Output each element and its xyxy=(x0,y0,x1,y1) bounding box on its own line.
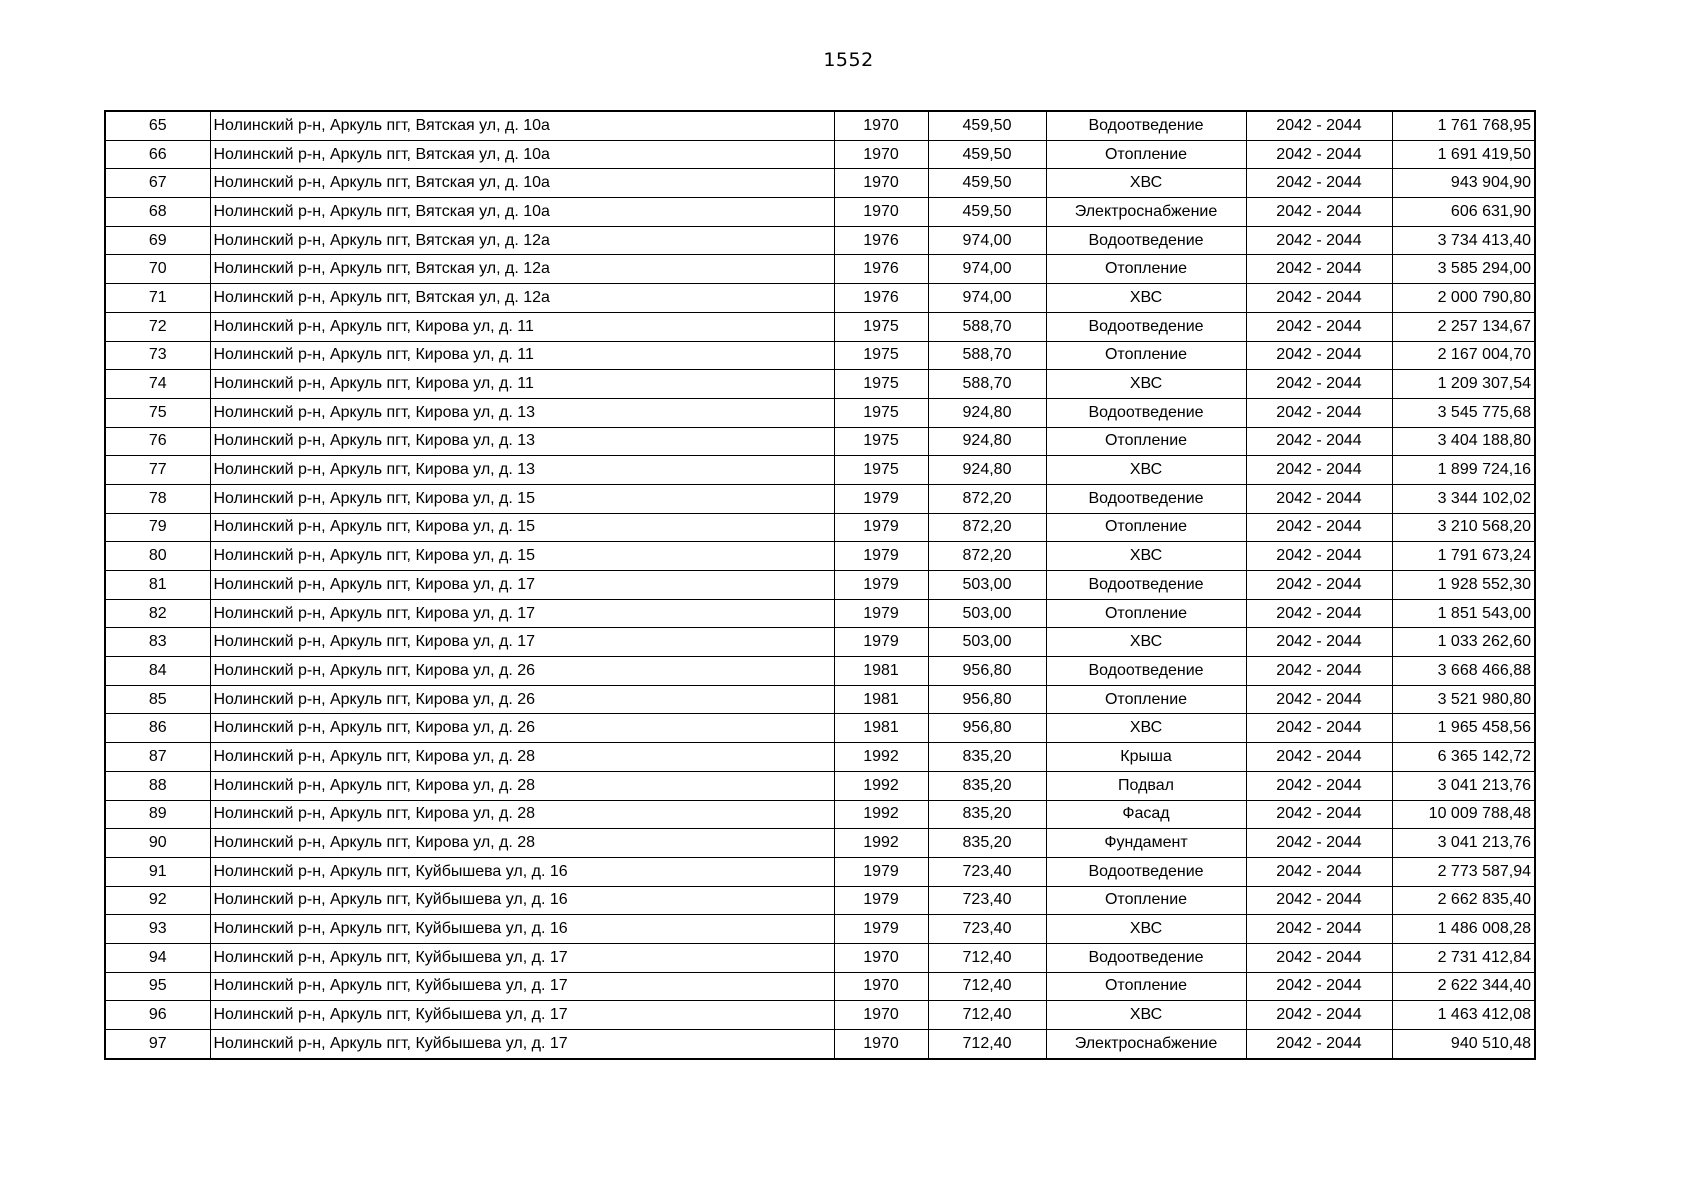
table-row xyxy=(105,657,1535,686)
table-row xyxy=(105,886,1535,915)
build-year-cell: 1992 xyxy=(834,743,928,772)
cost-cell: 2 000 790,80 xyxy=(1392,284,1535,313)
address-cell: Нолинский р-н, Аркуль пгт, Кирова ул, д. 13 xyxy=(210,456,834,485)
address-cell: Нолинский р-н, Аркуль пгт, Кирова ул, д. 17 xyxy=(210,599,834,628)
row-number: 67 xyxy=(105,169,210,198)
build-year-cell: 1975 xyxy=(834,312,928,341)
work-type-cell: ХВС xyxy=(1046,542,1246,571)
address-cell: Нолинский р-н, Аркуль пгт, Куйбышева ул, д. 17 xyxy=(210,1030,834,1059)
address-cell: Нолинский р-н, Аркуль пгт, Кирова ул, д. 13 xyxy=(210,427,834,456)
area-cell: 872,20 xyxy=(928,484,1046,513)
cost-cell: 1 791 673,24 xyxy=(1392,542,1535,571)
area-cell: 956,80 xyxy=(928,714,1046,743)
period-cell: 2042 - 2044 xyxy=(1246,1001,1392,1030)
period-cell: 2042 - 2044 xyxy=(1246,341,1392,370)
area-cell: 924,80 xyxy=(928,456,1046,485)
row-number: 85 xyxy=(105,685,210,714)
row-number: 80 xyxy=(105,542,210,571)
table-row xyxy=(105,599,1535,628)
address-cell: Нолинский р-н, Аркуль пгт, Вятская ул, д. 12а xyxy=(210,255,834,284)
build-year-cell: 1979 xyxy=(834,915,928,944)
table-row xyxy=(105,1030,1535,1059)
row-number: 76 xyxy=(105,427,210,456)
table-row xyxy=(105,513,1535,542)
area-cell: 872,20 xyxy=(928,542,1046,571)
row-number: 94 xyxy=(105,943,210,972)
cost-cell: 1 463 412,08 xyxy=(1392,1001,1535,1030)
work-type-cell: Электроснабжение xyxy=(1046,198,1246,227)
table-row xyxy=(105,857,1535,886)
row-number: 82 xyxy=(105,599,210,628)
work-type-cell: ХВС xyxy=(1046,456,1246,485)
period-cell: 2042 - 2044 xyxy=(1246,800,1392,829)
area-cell: 835,20 xyxy=(928,743,1046,772)
build-year-cell: 1981 xyxy=(834,685,928,714)
period-cell: 2042 - 2044 xyxy=(1246,370,1392,399)
work-type-cell: Подвал xyxy=(1046,771,1246,800)
table-body xyxy=(105,111,1535,1059)
period-cell: 2042 - 2044 xyxy=(1246,714,1392,743)
address-cell: Нолинский р-н, Аркуль пгт, Кирова ул, д. 28 xyxy=(210,829,834,858)
build-year-cell: 1970 xyxy=(834,943,928,972)
area-cell: 872,20 xyxy=(928,513,1046,542)
work-type-cell: Фасад xyxy=(1046,800,1246,829)
table-row xyxy=(105,743,1535,772)
row-number: 89 xyxy=(105,800,210,829)
period-cell: 2042 - 2044 xyxy=(1246,169,1392,198)
build-year-cell: 1981 xyxy=(834,657,928,686)
cost-cell: 3 041 213,76 xyxy=(1392,829,1535,858)
build-year-cell: 1970 xyxy=(834,140,928,169)
area-cell: 588,70 xyxy=(928,312,1046,341)
build-year-cell: 1970 xyxy=(834,169,928,198)
period-cell: 2042 - 2044 xyxy=(1246,140,1392,169)
work-type-cell: Отопление xyxy=(1046,341,1246,370)
period-cell: 2042 - 2044 xyxy=(1246,398,1392,427)
row-number: 81 xyxy=(105,571,210,600)
build-year-cell: 1970 xyxy=(834,198,928,227)
area-cell: 503,00 xyxy=(928,571,1046,600)
cost-cell: 1 928 552,30 xyxy=(1392,571,1535,600)
build-year-cell: 1975 xyxy=(834,370,928,399)
work-type-cell: ХВС xyxy=(1046,169,1246,198)
area-cell: 459,50 xyxy=(928,169,1046,198)
cost-cell: 2 257 134,67 xyxy=(1392,312,1535,341)
address-cell: Нолинский р-н, Аркуль пгт, Кирова ул, д. 28 xyxy=(210,800,834,829)
build-year-cell: 1992 xyxy=(834,800,928,829)
build-year-cell: 1979 xyxy=(834,571,928,600)
work-type-cell: Водоотведение xyxy=(1046,571,1246,600)
address-cell: Нолинский р-н, Аркуль пгт, Куйбышева ул, д. 16 xyxy=(210,915,834,944)
address-cell: Нолинский р-н, Аркуль пгт, Кирова ул, д. 13 xyxy=(210,398,834,427)
work-type-cell: Водоотведение xyxy=(1046,312,1246,341)
work-type-cell: Отопление xyxy=(1046,886,1246,915)
row-number: 71 xyxy=(105,284,210,313)
address-cell: Нолинский р-н, Аркуль пгт, Кирова ул, д. 15 xyxy=(210,484,834,513)
cost-cell: 3 545 775,68 xyxy=(1392,398,1535,427)
table-row xyxy=(105,226,1535,255)
period-cell: 2042 - 2044 xyxy=(1246,628,1392,657)
row-number: 66 xyxy=(105,140,210,169)
work-type-cell: Отопление xyxy=(1046,255,1246,284)
build-year-cell: 1979 xyxy=(834,513,928,542)
cost-cell: 3 668 466,88 xyxy=(1392,657,1535,686)
work-type-cell: ХВС xyxy=(1046,714,1246,743)
row-number: 91 xyxy=(105,857,210,886)
row-number: 88 xyxy=(105,771,210,800)
period-cell: 2042 - 2044 xyxy=(1246,1030,1392,1059)
period-cell: 2042 - 2044 xyxy=(1246,972,1392,1001)
work-type-cell: Водоотведение xyxy=(1046,857,1246,886)
address-cell: Нолинский р-н, Аркуль пгт, Куйбышева ул, д. 16 xyxy=(210,857,834,886)
area-cell: 723,40 xyxy=(928,886,1046,915)
table-row xyxy=(105,427,1535,456)
cost-cell: 6 365 142,72 xyxy=(1392,743,1535,772)
work-type-cell: Водоотведение xyxy=(1046,111,1246,140)
address-cell: Нолинский р-н, Аркуль пгт, Кирова ул, д. 11 xyxy=(210,341,834,370)
work-type-cell: Отопление xyxy=(1046,685,1246,714)
cost-cell: 1 033 262,60 xyxy=(1392,628,1535,657)
address-cell: Нолинский р-н, Аркуль пгт, Вятская ул, д. 10а xyxy=(210,198,834,227)
table-row xyxy=(105,456,1535,485)
build-year-cell: 1975 xyxy=(834,341,928,370)
address-cell: Нолинский р-н, Аркуль пгт, Куйбышева ул, д. 17 xyxy=(210,943,834,972)
address-cell: Нолинский р-н, Аркуль пгт, Кирова ул, д. 11 xyxy=(210,370,834,399)
table-row xyxy=(105,370,1535,399)
area-cell: 723,40 xyxy=(928,915,1046,944)
period-cell: 2042 - 2044 xyxy=(1246,198,1392,227)
period-cell: 2042 - 2044 xyxy=(1246,657,1392,686)
area-cell: 835,20 xyxy=(928,829,1046,858)
cost-cell: 1 691 419,50 xyxy=(1392,140,1535,169)
cost-cell: 2 167 004,70 xyxy=(1392,341,1535,370)
work-type-cell: Водоотведение xyxy=(1046,943,1246,972)
work-type-cell: Фундамент xyxy=(1046,829,1246,858)
cost-cell: 1 965 458,56 xyxy=(1392,714,1535,743)
area-cell: 712,40 xyxy=(928,1001,1046,1030)
period-cell: 2042 - 2044 xyxy=(1246,599,1392,628)
work-type-cell: Электроснабжение xyxy=(1046,1030,1246,1059)
area-cell: 459,50 xyxy=(928,198,1046,227)
table-row xyxy=(105,542,1535,571)
cost-cell: 606 631,90 xyxy=(1392,198,1535,227)
build-year-cell: 1979 xyxy=(834,886,928,915)
period-cell: 2042 - 2044 xyxy=(1246,312,1392,341)
work-type-cell: Отопление xyxy=(1046,427,1246,456)
table-row xyxy=(105,915,1535,944)
address-cell: Нолинский р-н, Аркуль пгт, Кирова ул, д. 15 xyxy=(210,513,834,542)
build-year-cell: 1979 xyxy=(834,542,928,571)
area-cell: 712,40 xyxy=(928,1030,1046,1059)
cost-cell: 3 521 980,80 xyxy=(1392,685,1535,714)
table-row xyxy=(105,255,1535,284)
address-cell: Нолинский р-н, Аркуль пгт, Вятская ул, д. 10а xyxy=(210,111,834,140)
cost-cell: 2 622 344,40 xyxy=(1392,972,1535,1001)
cost-cell: 3 585 294,00 xyxy=(1392,255,1535,284)
period-cell: 2042 - 2044 xyxy=(1246,255,1392,284)
area-cell: 503,00 xyxy=(928,628,1046,657)
table-row xyxy=(105,111,1535,140)
address-cell: Нолинский р-н, Аркуль пгт, Кирова ул, д. 26 xyxy=(210,685,834,714)
row-number: 97 xyxy=(105,1030,210,1059)
row-number: 78 xyxy=(105,484,210,513)
cost-cell: 3 404 188,80 xyxy=(1392,427,1535,456)
area-cell: 503,00 xyxy=(928,599,1046,628)
table-row xyxy=(105,628,1535,657)
cost-cell: 3 344 102,02 xyxy=(1392,484,1535,513)
address-cell: Нолинский р-н, Аркуль пгт, Кирова ул, д. 26 xyxy=(210,714,834,743)
work-type-cell: Отопление xyxy=(1046,513,1246,542)
address-cell: Нолинский р-н, Аркуль пгт, Кирова ул, д. 11 xyxy=(210,312,834,341)
table-row xyxy=(105,714,1535,743)
table-row xyxy=(105,1001,1535,1030)
period-cell: 2042 - 2044 xyxy=(1246,484,1392,513)
cost-cell: 1 209 307,54 xyxy=(1392,370,1535,399)
work-type-cell: Отопление xyxy=(1046,599,1246,628)
repair-schedule-table xyxy=(104,110,1536,1060)
cost-cell: 1 899 724,16 xyxy=(1392,456,1535,485)
period-cell: 2042 - 2044 xyxy=(1246,743,1392,772)
period-cell: 2042 - 2044 xyxy=(1246,771,1392,800)
area-cell: 924,80 xyxy=(928,427,1046,456)
row-number: 65 xyxy=(105,111,210,140)
address-cell: Нолинский р-н, Аркуль пгт, Куйбышева ул, д. 16 xyxy=(210,886,834,915)
address-cell: Нолинский р-н, Аркуль пгт, Кирова ул, д. 26 xyxy=(210,657,834,686)
address-cell: Нолинский р-н, Аркуль пгт, Кирова ул, д. 28 xyxy=(210,743,834,772)
period-cell: 2042 - 2044 xyxy=(1246,915,1392,944)
build-year-cell: 1975 xyxy=(834,456,928,485)
address-cell: Нолинский р-н, Аркуль пгт, Куйбышева ул, д. 17 xyxy=(210,972,834,1001)
period-cell: 2042 - 2044 xyxy=(1246,886,1392,915)
work-type-cell: ХВС xyxy=(1046,1001,1246,1030)
table-row xyxy=(105,771,1535,800)
table-row xyxy=(105,284,1535,313)
table-row xyxy=(105,829,1535,858)
work-type-cell: Крыша xyxy=(1046,743,1246,772)
row-number: 69 xyxy=(105,226,210,255)
table-row xyxy=(105,484,1535,513)
row-number: 93 xyxy=(105,915,210,944)
table-row xyxy=(105,800,1535,829)
build-year-cell: 1992 xyxy=(834,771,928,800)
build-year-cell: 1970 xyxy=(834,1001,928,1030)
build-year-cell: 1981 xyxy=(834,714,928,743)
cost-cell: 10 009 788,48 xyxy=(1392,800,1535,829)
table-row xyxy=(105,943,1535,972)
row-number: 77 xyxy=(105,456,210,485)
cost-cell: 2 662 835,40 xyxy=(1392,886,1535,915)
address-cell: Нолинский р-н, Аркуль пгт, Вятская ул, д. 12а xyxy=(210,226,834,255)
period-cell: 2042 - 2044 xyxy=(1246,427,1392,456)
area-cell: 835,20 xyxy=(928,800,1046,829)
row-number: 86 xyxy=(105,714,210,743)
row-number: 75 xyxy=(105,398,210,427)
row-number: 73 xyxy=(105,341,210,370)
area-cell: 924,80 xyxy=(928,398,1046,427)
row-number: 68 xyxy=(105,198,210,227)
cost-cell: 2 731 412,84 xyxy=(1392,943,1535,972)
work-type-cell: Водоотведение xyxy=(1046,484,1246,513)
period-cell: 2042 - 2044 xyxy=(1246,542,1392,571)
address-cell: Нолинский р-н, Аркуль пгт, Кирова ул, д. 15 xyxy=(210,542,834,571)
work-type-cell: Водоотведение xyxy=(1046,657,1246,686)
table-row xyxy=(105,972,1535,1001)
area-cell: 974,00 xyxy=(928,284,1046,313)
table-row xyxy=(105,341,1535,370)
build-year-cell: 1970 xyxy=(834,1030,928,1059)
build-year-cell: 1979 xyxy=(834,857,928,886)
area-cell: 588,70 xyxy=(928,370,1046,399)
period-cell: 2042 - 2044 xyxy=(1246,456,1392,485)
row-number: 83 xyxy=(105,628,210,657)
address-cell: Нолинский р-н, Аркуль пгт, Вятская ул, д. 10а xyxy=(210,169,834,198)
work-type-cell: Водоотведение xyxy=(1046,398,1246,427)
address-cell: Нолинский р-н, Аркуль пгт, Кирова ул, д. 28 xyxy=(210,771,834,800)
work-type-cell: Отопление xyxy=(1046,972,1246,1001)
table-row xyxy=(105,571,1535,600)
table-row xyxy=(105,198,1535,227)
build-year-cell: 1976 xyxy=(834,226,928,255)
area-cell: 974,00 xyxy=(928,226,1046,255)
cost-cell: 1 761 768,95 xyxy=(1392,111,1535,140)
table-row xyxy=(105,169,1535,198)
row-number: 92 xyxy=(105,886,210,915)
area-cell: 459,50 xyxy=(928,111,1046,140)
cost-cell: 1 486 008,28 xyxy=(1392,915,1535,944)
area-cell: 723,40 xyxy=(928,857,1046,886)
build-year-cell: 1975 xyxy=(834,427,928,456)
cost-cell: 3 210 568,20 xyxy=(1392,513,1535,542)
cost-cell: 940 510,48 xyxy=(1392,1030,1535,1059)
row-number: 90 xyxy=(105,829,210,858)
work-type-cell: ХВС xyxy=(1046,284,1246,313)
row-number: 87 xyxy=(105,743,210,772)
address-cell: Нолинский р-н, Аркуль пгт, Куйбышева ул, д. 17 xyxy=(210,1001,834,1030)
cost-cell: 3 734 413,40 xyxy=(1392,226,1535,255)
area-cell: 956,80 xyxy=(928,657,1046,686)
row-number: 95 xyxy=(105,972,210,1001)
area-cell: 956,80 xyxy=(928,685,1046,714)
row-number: 96 xyxy=(105,1001,210,1030)
area-cell: 712,40 xyxy=(928,972,1046,1001)
row-number: 74 xyxy=(105,370,210,399)
table-row xyxy=(105,685,1535,714)
build-year-cell: 1976 xyxy=(834,284,928,313)
work-type-cell: Водоотведение xyxy=(1046,226,1246,255)
build-year-cell: 1976 xyxy=(834,255,928,284)
address-cell: Нолинский р-н, Аркуль пгт, Кирова ул, д. 17 xyxy=(210,628,834,657)
period-cell: 2042 - 2044 xyxy=(1246,513,1392,542)
row-number: 84 xyxy=(105,657,210,686)
row-number: 79 xyxy=(105,513,210,542)
area-cell: 974,00 xyxy=(928,255,1046,284)
table-row xyxy=(105,312,1535,341)
table-row xyxy=(105,398,1535,427)
period-cell: 2042 - 2044 xyxy=(1246,284,1392,313)
area-cell: 835,20 xyxy=(928,771,1046,800)
period-cell: 2042 - 2044 xyxy=(1246,111,1392,140)
cost-cell: 943 904,90 xyxy=(1392,169,1535,198)
cost-cell: 2 773 587,94 xyxy=(1392,857,1535,886)
period-cell: 2042 - 2044 xyxy=(1246,685,1392,714)
row-number: 72 xyxy=(105,312,210,341)
period-cell: 2042 - 2044 xyxy=(1246,943,1392,972)
build-year-cell: 1970 xyxy=(834,111,928,140)
period-cell: 2042 - 2044 xyxy=(1246,571,1392,600)
build-year-cell: 1975 xyxy=(834,398,928,427)
cost-cell: 3 041 213,76 xyxy=(1392,771,1535,800)
row-number: 70 xyxy=(105,255,210,284)
address-cell: Нолинский р-н, Аркуль пгт, Вятская ул, д. 10а xyxy=(210,140,834,169)
build-year-cell: 1979 xyxy=(834,628,928,657)
work-type-cell: ХВС xyxy=(1046,370,1246,399)
address-cell: Нолинский р-н, Аркуль пгт, Вятская ул, д. 12а xyxy=(210,284,834,313)
build-year-cell: 1992 xyxy=(834,829,928,858)
build-year-cell: 1979 xyxy=(834,599,928,628)
area-cell: 459,50 xyxy=(928,140,1046,169)
area-cell: 588,70 xyxy=(928,341,1046,370)
cost-cell: 1 851 543,00 xyxy=(1392,599,1535,628)
table-row xyxy=(105,140,1535,169)
work-type-cell: ХВС xyxy=(1046,628,1246,657)
build-year-cell: 1970 xyxy=(834,972,928,1001)
address-cell: Нолинский р-н, Аркуль пгт, Кирова ул, д. 17 xyxy=(210,571,834,600)
period-cell: 2042 - 2044 xyxy=(1246,857,1392,886)
page-number: 1552 xyxy=(823,49,874,71)
period-cell: 2042 - 2044 xyxy=(1246,829,1392,858)
build-year-cell: 1979 xyxy=(834,484,928,513)
area-cell: 712,40 xyxy=(928,943,1046,972)
work-type-cell: Отопление xyxy=(1046,140,1246,169)
period-cell: 2042 - 2044 xyxy=(1246,226,1392,255)
work-type-cell: ХВС xyxy=(1046,915,1246,944)
